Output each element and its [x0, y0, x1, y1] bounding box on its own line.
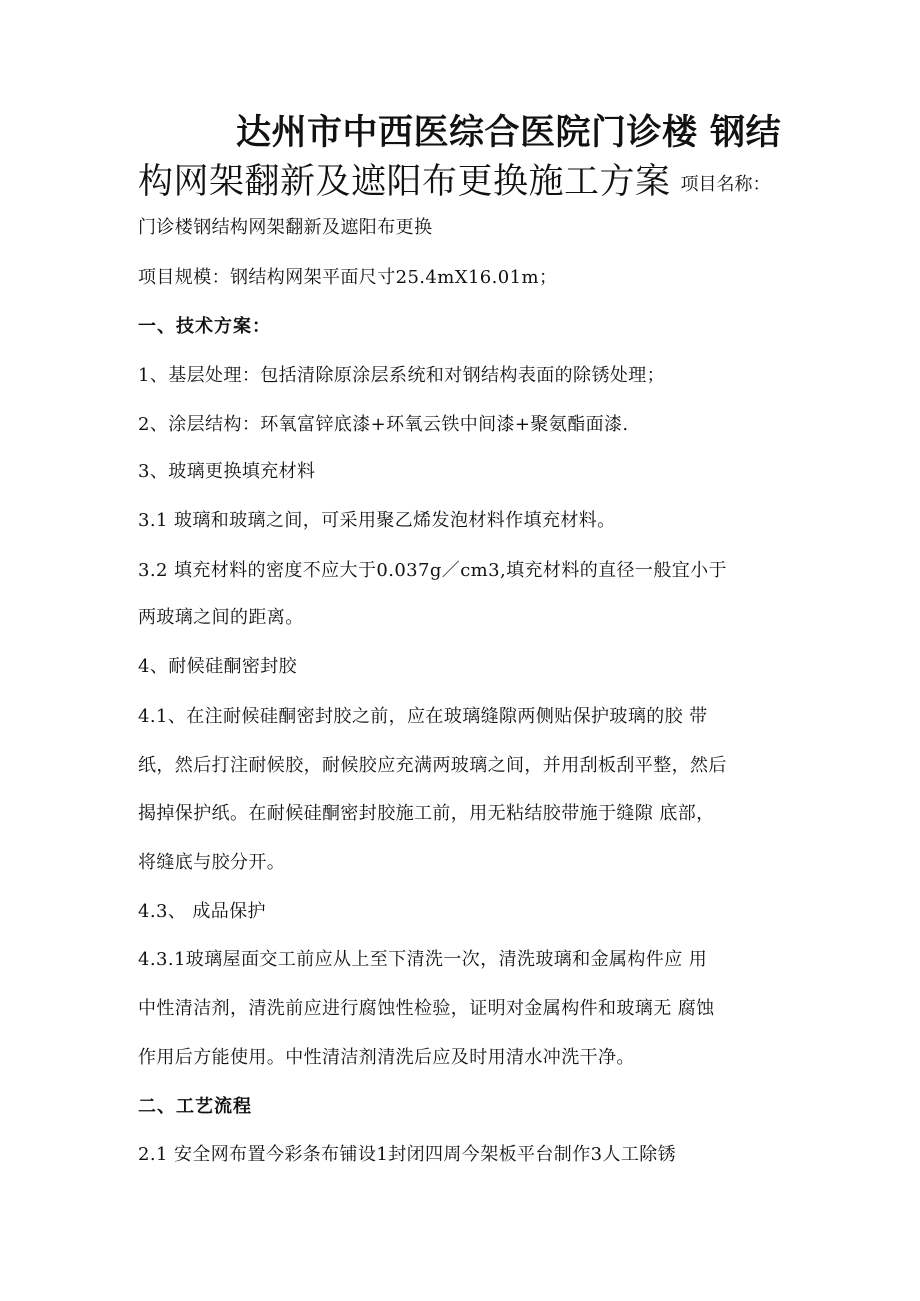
paragraph-item-2: 2、涂层结构：环氧富锌底漆+环氧云铁中间漆+聚氨酯面漆.: [138, 414, 629, 435]
document-title-text: 构网架翻新及遮阳布更换施工方案: [138, 162, 671, 202]
paragraph-item-4-3-1-line-3: 作用后方能使用。中性清洁剂清洗后应及时用清水冲洗干净。: [138, 1047, 635, 1068]
paragraph-item-4-1-line-3: 揭掉保护纸。在耐候硅酮密封胶施工前，用无粘结胶带施于缝隙 底部，: [138, 803, 715, 824]
paragraph-item-4: 4、耐候硅酮密封胶: [138, 656, 298, 677]
paragraph-item-4-3: 4.3、 成品保护: [138, 901, 266, 922]
document-title-line-2: [138, 162, 771, 202]
paragraph-item-4-3-1-line-1: 4.3.1玻璃屋面交工前应从上至下清洗一次，清洗玻璃和金属构件应 用: [138, 949, 708, 970]
paragraph-item-3-2-line-2: 两玻璃之间的距离。: [138, 607, 304, 628]
paragraph-item-4-3-1-line-2: 中性清洁剂，清洗前应进行腐蚀性检验，证明对金属构件和玻璃无 腐蚀: [138, 998, 715, 1019]
project-name-label: 项目名称：: [680, 174, 771, 195]
section-1-heading: 一、技术方案：: [138, 316, 271, 337]
project-name-value: 门诊楼钢结构网架翻新及遮阳布更换: [138, 217, 433, 238]
paragraph-item-2-1: 2.1 安全网布置今彩条布铺设1封闭四周今架板平台制作3人工除锈: [138, 1144, 677, 1165]
project-scale: 项目规模：钢结构网架平面尺寸25.4mX16.01m；: [138, 267, 558, 288]
paragraph-item-3: 3、玻璃更换填充材料: [138, 461, 316, 482]
section-2-heading: 二、工艺流程: [138, 1096, 252, 1117]
document-title-line-1: 达州市中西医综合医院门诊楼 钢结: [236, 112, 782, 153]
paragraph-item-3-1: 3.1 玻璃和玻璃之间，可采用聚乙烯发泡材料作填充材料。: [138, 510, 616, 531]
paragraph-item-1: 1、基层处理：包括清除原涂层系统和对钢结构表面的除锈处理；: [138, 365, 666, 386]
paragraph-item-4-1-line-4: 将缝底与胶分开。: [138, 852, 286, 873]
paragraph-item-4-1-line-1: 4.1、在注耐候硅酮密封胶之前，应在玻璃缝隙两侧贴保护玻璃的胶 带: [138, 706, 708, 727]
paragraph-item-3-2-line-1: 3.2 填充材料的密度不应大于0.037g／cm3,填充材料的直径一般宜小于: [138, 560, 727, 581]
paragraph-item-4-1-line-2: 纸，然后打注耐候胶，耐候胶应充满两玻璃之间，并用刮板刮平整，然后: [138, 755, 727, 776]
